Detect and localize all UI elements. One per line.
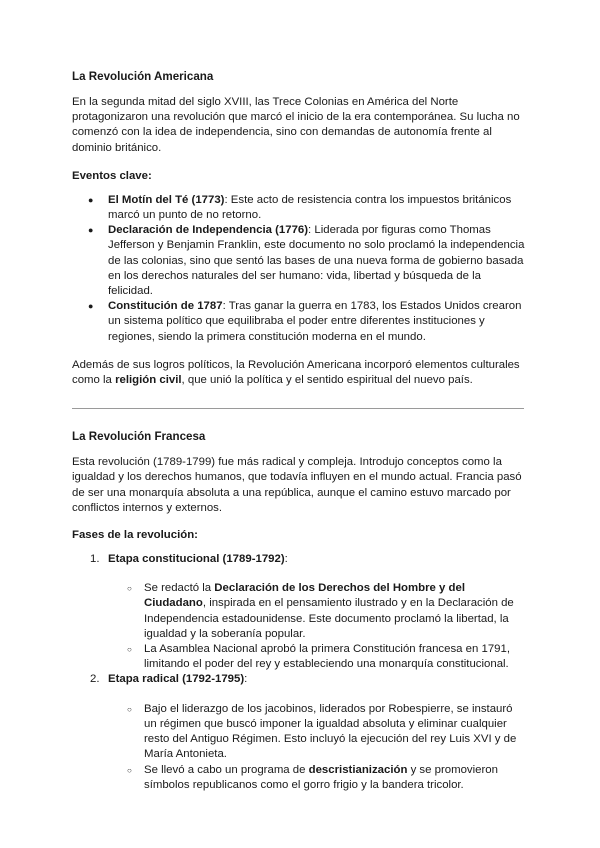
item-text-end: y se promovieron símbolos republicanos como el gorro frigio y la bandera tricolor. — [144, 763, 498, 791]
event-text: : Tras ganar la guerra en 1783, los Estados Unidos crearon un sistema político que equilibraba el poder entre diferentes instituciones y regiones, siendo la primera constitución moderna en el mundo. — [108, 300, 522, 343]
list-item — [108, 193, 528, 223]
phase-label: Etapa constitucional (1789-1792) — [108, 553, 285, 566]
item-text-start: Se redactó la — [144, 582, 215, 595]
section-title-american: La Revolución Americana — [72, 70, 214, 83]
closing-text-start: Además de sus logros políticos, la Revolución Americana incorporó elementos culturales como la — [72, 358, 520, 387]
phase-item — [90, 672, 528, 792]
item-text-end: , inspirada en el pensamiento ilustrado y en la Declaración de Independencia estadounidense. Este documento proclamó la libertad, la igualdad y la soberanía popular. — [144, 597, 514, 640]
phases-list — [72, 552, 528, 793]
event-term: Constitución de 1787 — [108, 300, 223, 313]
document-page — [72, 70, 528, 793]
events-heading: Eventos clave: — [72, 169, 152, 182]
event-text: : Liderada por figuras como Thomas Jefferson y Benjamin Franklin, este documento no solo proclamó la independencia de las colonias, sino que sentó las bases de una nueva forma de gobierno basada en los derechos naturales del ser humano: vida, libertad y búsqueda de la felicidad. — [108, 224, 525, 298]
american-closing-paragraph — [72, 358, 528, 388]
phase-sublist — [108, 702, 528, 793]
phase-item — [90, 552, 528, 672]
event-term: El Motín del Té (1773) — [108, 193, 225, 206]
list-item — [144, 702, 528, 763]
phase-number: 1. — [90, 553, 100, 566]
closing-bold-term: religión civil — [115, 374, 182, 387]
phase-number: 2. — [90, 673, 100, 686]
section-title-french: La Revolución Francesa — [72, 430, 206, 444]
closing-text-end: , que unió la política y el sentido espiritual del nuevo país. — [181, 374, 473, 387]
list-item — [108, 223, 528, 299]
item-text: Bajo el liderazgo de los jacobinos, liderados por Robespierre, se instauró un régimen que buscó imponer la igualdad absoluta y eliminar cualquier resto del Antiguo Régimen. Esto incluyó la ejecución del rey Luis XVI y de María Antonieta. — [144, 702, 517, 761]
item-text-start: Se llevó a cabo un programa de — [144, 763, 309, 776]
item-text: La Asamblea Nacional aprobó la primera Constitución francesa en 1791, limitando el poder del rey y estableciendo una monarquía constitucional. — [144, 643, 510, 671]
event-text: : Este acto de resistencia contra los impuestos británicos marcó un punto de no retorno. — [108, 193, 512, 222]
section-divider — [72, 408, 524, 409]
list-item — [144, 642, 528, 672]
phases-heading: Fases de la revolución: — [72, 529, 198, 542]
item-bold-term: descristianización — [308, 763, 408, 776]
event-term: Declaración de Independencia (1776) — [108, 224, 309, 237]
list-item — [108, 299, 528, 345]
phase-suffix: : — [244, 673, 248, 686]
phase-sublist — [108, 581, 528, 672]
phase-suffix: : — [284, 553, 288, 566]
phase-label: Etapa radical (1792-1795) — [108, 673, 245, 686]
list-item — [144, 763, 528, 793]
french-intro-paragraph: Esta revolución (1789-1799) fue más radical y compleja. Introdujo conceptos como la igualdad y los derechos humanos, que todavía influyen en el mundo actual. Francia pasó de ser una monarquía absoluta a una república, aunque el camino estuvo marcado por conflictos internos y externos. — [72, 456, 522, 514]
list-item — [144, 581, 528, 642]
events-list — [72, 193, 528, 345]
american-intro-paragraph: En la segunda mitad del siglo XVIII, las Trece Colonias en América del Norte protagonizaron una revolución que marcó el inicio de la era contemporánea. Su lucha no comenzó con la idea de independencia, sino con demandas de autonomía frente al dominio británico. — [72, 96, 520, 154]
item-bold-term: Declaración de los Derechos del Hombre y del Ciudadano — [144, 582, 465, 610]
